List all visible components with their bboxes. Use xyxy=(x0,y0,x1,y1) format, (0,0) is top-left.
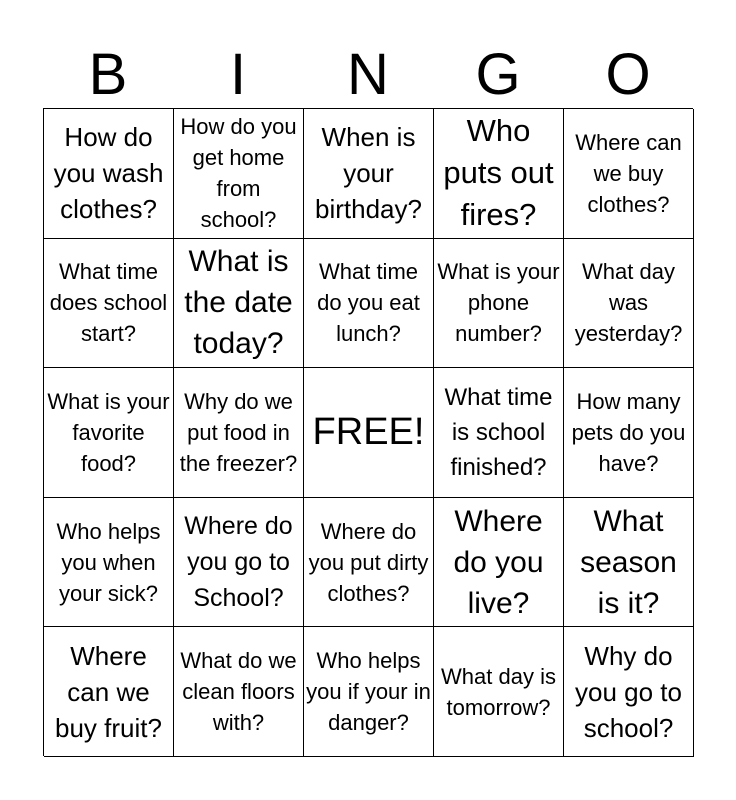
cell-text: What do we clean floors with? xyxy=(180,648,297,736)
cell-text: Where do you go to School? xyxy=(184,512,293,613)
bingo-cell xyxy=(304,239,434,369)
cell-text: What time does school start? xyxy=(49,259,168,347)
cell-text: Who puts out fires? xyxy=(443,113,554,233)
cell-text: How many pets do you have? xyxy=(571,388,686,476)
bingo-cell xyxy=(174,498,304,628)
header-letter-o: O xyxy=(605,42,651,107)
bingo-cell xyxy=(44,498,174,628)
cell-text: What is your phone number? xyxy=(437,259,560,347)
cell-text: What season is it? xyxy=(580,504,677,620)
cell-text: Who helps you when your sick? xyxy=(56,518,161,606)
cell-text: Why do you go to school? xyxy=(575,640,682,743)
cell-text: What time is school finished? xyxy=(444,383,553,481)
bingo-cell xyxy=(304,109,434,239)
bingo-cell xyxy=(174,109,304,239)
bingo-cell xyxy=(564,109,694,239)
bingo-cell xyxy=(564,627,694,757)
cell-text: Who helps you if your in danger? xyxy=(306,648,431,736)
cell-text: What is your favorite food? xyxy=(47,388,170,476)
cell-text: Why do we put food in the freezer? xyxy=(179,388,298,476)
free-space-cell xyxy=(304,368,434,498)
header-letter-n: N xyxy=(347,42,389,107)
cell-text: Where can we buy clothes? xyxy=(575,129,682,217)
cell-text: Where do you put dirty clothes? xyxy=(308,518,429,606)
bingo-cell xyxy=(434,627,564,757)
cell-text: How do you get home from school? xyxy=(180,114,297,233)
free-space-text: FREE! xyxy=(312,411,425,454)
bingo-cell xyxy=(304,498,434,628)
cell-text: Where do you live? xyxy=(453,504,544,620)
bingo-cell xyxy=(174,627,304,757)
cell-text: How do you wash clothes? xyxy=(53,122,164,225)
bingo-cell xyxy=(434,239,564,369)
bingo-cell xyxy=(44,627,174,757)
bingo-header xyxy=(43,42,693,108)
bingo-cell xyxy=(44,368,174,498)
cell-text: What day was yesterday? xyxy=(574,259,683,347)
bingo-cell xyxy=(44,109,174,239)
header-letter-i: I xyxy=(229,42,247,107)
bingo-board xyxy=(43,108,693,756)
bingo-cell xyxy=(434,368,564,498)
cell-text: What is the date today? xyxy=(184,245,293,361)
header-letter-g: G xyxy=(475,42,521,107)
cell-text: What day is tomorrow? xyxy=(441,663,556,720)
bingo-cell xyxy=(304,627,434,757)
cell-text: Where can we buy fruit? xyxy=(55,640,162,743)
bingo-cell xyxy=(174,368,304,498)
bingo-cell xyxy=(564,498,694,628)
cell-text: What time do you eat lunch? xyxy=(317,259,420,347)
bingo-cell xyxy=(434,109,564,239)
bingo-cell xyxy=(174,239,304,369)
bingo-cell xyxy=(564,368,694,498)
header-letter-b: B xyxy=(88,42,128,107)
bingo-cell xyxy=(44,239,174,369)
cell-text: When is your birthday? xyxy=(315,122,422,225)
bingo-cell xyxy=(434,498,564,628)
bingo-cell xyxy=(564,239,694,369)
